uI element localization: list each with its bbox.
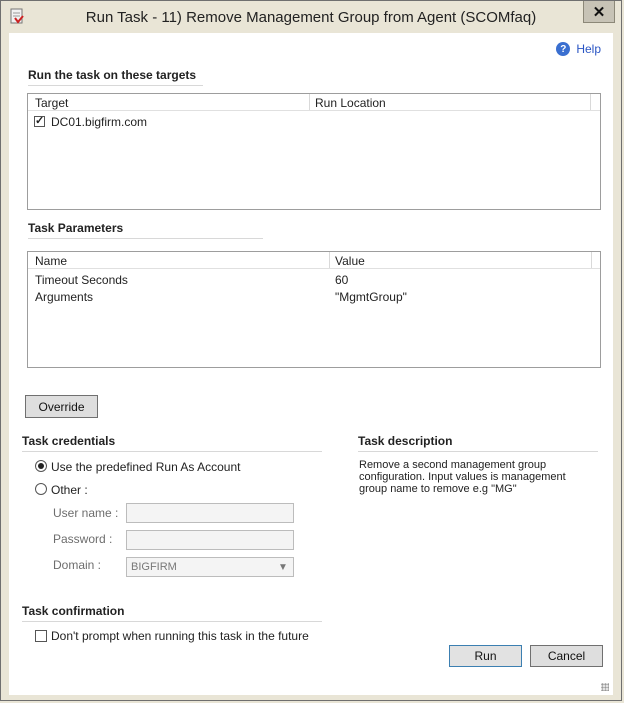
column-divider[interactable]	[590, 94, 591, 110]
predefined-account-label[interactable]: Use the predefined Run As Account	[51, 460, 241, 474]
run-button[interactable]: Run	[449, 645, 522, 667]
password-field[interactable]	[126, 530, 294, 550]
other-account-radio[interactable]	[35, 483, 47, 495]
parameter-value[interactable]: "MgmtGroup"	[335, 290, 407, 304]
credentials-section-title: Task credentials	[22, 434, 116, 448]
column-divider[interactable]	[329, 252, 330, 268]
window-title: Run Task - 11) Remove Management Group from Agent (SCOMfaq)	[85, 9, 537, 26]
target-name: DC01.bigfirm.com	[51, 115, 148, 129]
close-button[interactable]	[583, 1, 615, 23]
parameters-section-divider	[28, 238, 263, 239]
help-link[interactable]	[556, 42, 601, 56]
confirmation-section-divider	[22, 621, 322, 622]
targets-section-title: Run the task on these targets	[28, 68, 197, 82]
predefined-account-radio[interactable]	[35, 460, 47, 472]
task-description-text: Remove a second management group configuration. Input values is management group name to remove e.g "MG"	[359, 459, 566, 495]
targets-section-divider	[28, 85, 203, 86]
column-divider[interactable]	[591, 252, 592, 268]
resize-grip-icon[interactable]	[601, 683, 609, 691]
override-button[interactable]: Override	[25, 395, 98, 418]
password-label: Password :	[53, 532, 113, 546]
close-icon: ✕	[592, 3, 606, 21]
chevron-down-icon: ▼	[278, 561, 288, 573]
domain-select[interactable]	[126, 557, 294, 577]
username-field[interactable]	[126, 503, 294, 523]
parameters-section-title: Task Parameters	[28, 221, 124, 235]
column-divider[interactable]	[309, 94, 310, 110]
credentials-section-divider	[22, 451, 322, 452]
column-header-target[interactable]: Target	[35, 96, 69, 110]
dont-prompt-label[interactable]: Don't prompt when running this task in the future	[51, 629, 309, 643]
description-section-title: Task description	[358, 434, 453, 448]
username-label: User name :	[53, 506, 119, 520]
cancel-button[interactable]: Cancel	[530, 645, 603, 667]
column-header-run-location[interactable]: Run Location	[315, 96, 386, 110]
parameter-name: Arguments	[35, 290, 94, 304]
parameter-value[interactable]: 60	[335, 273, 349, 287]
title-bar	[1, 1, 621, 33]
help-icon: ?	[556, 42, 570, 56]
dialog-content	[9, 33, 613, 695]
domain-label: Domain :	[53, 558, 102, 572]
parameters-grid-header	[28, 252, 600, 269]
other-account-label[interactable]: Other :	[51, 483, 88, 497]
dont-prompt-checkbox[interactable]	[35, 630, 47, 642]
target-checkbox[interactable]	[34, 116, 45, 127]
domain-value: BIGFIRM	[131, 561, 177, 573]
targets-grid-header	[28, 94, 600, 111]
confirmation-section-title: Task confirmation	[22, 604, 125, 618]
targets-grid[interactable]	[27, 93, 601, 210]
parameters-grid[interactable]	[27, 251, 601, 368]
parameter-name: Timeout Seconds	[35, 273, 128, 287]
column-header-name[interactable]: Name	[35, 254, 68, 268]
help-label: Help	[576, 42, 601, 56]
column-header-value[interactable]: Value	[335, 254, 365, 268]
description-section-divider	[358, 451, 598, 452]
